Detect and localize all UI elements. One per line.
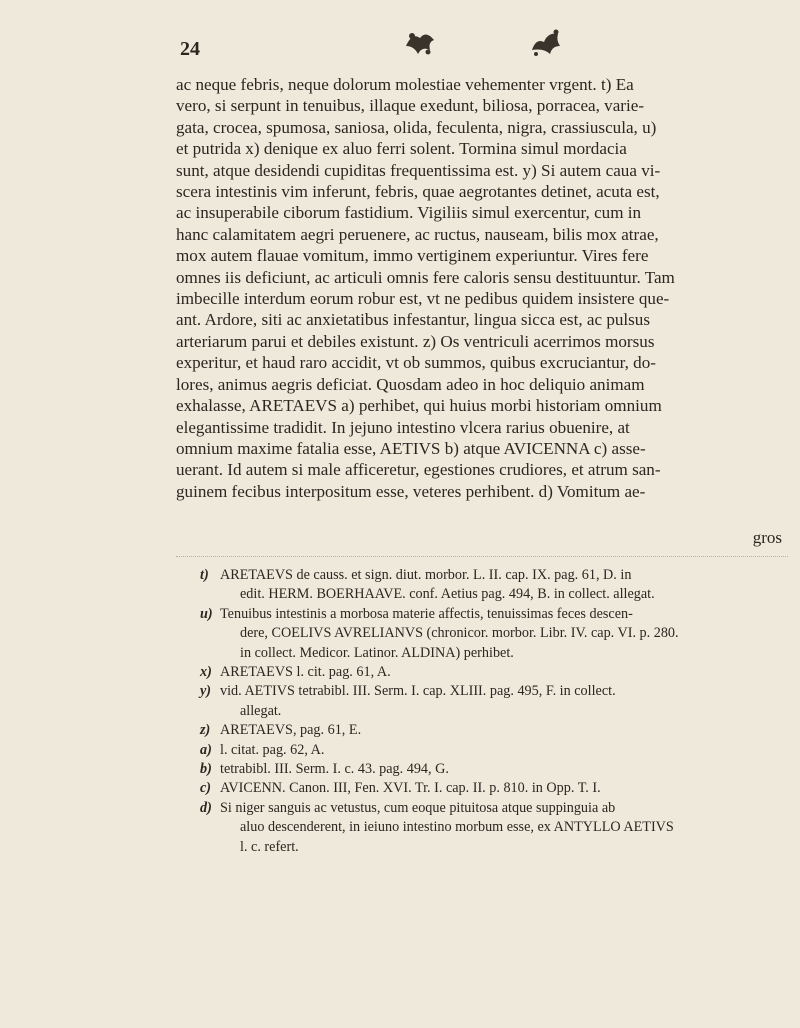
footnote-line: aluo descenderent, in ieiuno intestino morbum esse, ex ANTYLLO AETIVS [240, 819, 674, 836]
text-line: mox autem flauae vomitum, immo vertiginem experiuntur. Vires fere [176, 246, 649, 266]
page-number: 24 [180, 38, 200, 60]
footnote [200, 721, 785, 740]
footnote-mark: z) [200, 722, 211, 739]
text-line: elegantissime tradidit. In jejuno intestino vlcera rarius obuenire, at [176, 417, 630, 437]
footnote [200, 605, 785, 663]
text-line: experitur, et haud raro accidit, vt ob summos, quibus excruciantur, do- [176, 353, 656, 373]
footnote-mark: u) [200, 605, 213, 622]
text-line: arteriarum parui et debiles existunt. z) Os ventriculi acerrimos morsus [176, 331, 655, 351]
footnote-line: ARETAEVS, pag. 61, E. [220, 722, 362, 739]
text-line: hanc calamitatem aegri peruenere, ac ructus, nauseam, bilis mox atrae, [176, 224, 659, 244]
main-text [176, 74, 788, 502]
text-line: imbecille interdum eorum robur est, vt ne pedibus quidem insistere que- [176, 289, 670, 309]
footnotes [200, 566, 785, 857]
footnote-mark: a) [200, 741, 212, 758]
footnote [200, 663, 785, 682]
footnote-line: AVICENN. Canon. III, Fen. XVI. Tr. I. cap. II. p. 810. in Opp. T. I. [220, 780, 601, 797]
page-header [176, 26, 796, 66]
footnote [200, 566, 785, 605]
text-line: sunt, atque desidendi cupiditas frequentissima est. y) Si autem caua vi- [176, 160, 661, 180]
footnote-divider [176, 556, 788, 557]
footnote-line: in collect. Medicor. Latinor. ALDINA) perhibet. [240, 644, 514, 661]
footnote-line: vid. AETIVS tetrabibl. III. Serm. I. cap. XLIII. pag. 495, F. in collect. [220, 683, 616, 700]
footnote-mark: d) [200, 799, 212, 816]
text-line: et putrida x) denique ex aluo ferri solent. Tormina simul mordacia [176, 139, 627, 159]
footnote [200, 760, 785, 779]
footnote-line: l. citat. pag. 62, A. [220, 741, 325, 758]
footnote [200, 799, 785, 857]
footnote [200, 682, 785, 721]
footnote-line: dere, COELIVS AVRELIANVS (chronicor. morbor. Libr. IV. cap. VI. p. 280. [240, 625, 679, 642]
text-line: scera intestinis vim inferunt, febris, quae aegrotantes detinet, acuta est, [176, 182, 660, 202]
footnote-mark: y) [200, 683, 212, 700]
catchword: gros [752, 528, 782, 547]
footnote-line: Tenuibus intestinis a morbosa materie affectis, tenuissimas feces descen- [220, 605, 633, 622]
text-line: lores, animus aegris deficiat. Quosdam adeo in hoc deliquio animam [176, 374, 645, 394]
footnote-line: l. c. refert. [240, 838, 299, 855]
footnote-line: ARETAEVS l. cit. pag. 61, A. [220, 664, 391, 681]
text-line: omnium maxime fatalia esse, AETIVS b) atque AVICENNA c) asse- [176, 438, 646, 458]
printer-ornament-left-icon [402, 28, 438, 62]
footnote [200, 779, 785, 798]
footnote-line: Si niger sanguis ac vetustus, cum eoque pituitosa atque suppinguia ab [220, 799, 616, 816]
footnote-line: tetrabibl. III. Serm. I. c. 43. pag. 494, G. [220, 761, 449, 778]
footnote-mark: b) [200, 761, 212, 778]
footnote-line: allegat. [240, 702, 282, 719]
text-line: omnes iis deficiunt, ac articuli omnis fere caloris sensu destituuntur. Tam [176, 267, 675, 287]
text-line: gata, crocea, spumosa, saniosa, olida, feculenta, nigra, crassiuscula, u) [176, 117, 657, 137]
text-line: vero, si serpunt in tenuibus, illaque exedunt, biliosa, porracea, varie- [176, 96, 645, 116]
printer-ornament-right-icon [528, 28, 564, 62]
text-line: guinem fecibus interpositum esse, veteres perhibent. d) Vomitum ae- [176, 481, 646, 501]
footnote-line: ARETAEVS de causs. et sign. diut. morbor. L. II. cap. IX. pag. 61, D. in [220, 567, 632, 583]
text-line: exhalasse, ARETAEVS a) perhibet, qui huius morbi historiam omnium [176, 396, 662, 416]
footnote-line: edit. HERM. BOERHAAVE. conf. Aetius pag. 494, B. in collect. allegat. [240, 586, 655, 603]
text-line: ac neque febris, neque dolorum molestiae vehementer vrgent. t) Ea [176, 75, 634, 94]
footnote-mark: t) [200, 567, 209, 583]
text-line: ant. Ardore, siti ac anxietatibus infestantur, lingua sicca est, ac pulsus [176, 310, 651, 330]
text-line: ac insuperabile ciborum fastidium. Vigiliis simul exercentur, cum in [176, 203, 642, 223]
footnote-mark: x) [200, 664, 212, 681]
text-line: uerant. Id autem si male afficeretur, egestiones crudiores, et atrum san- [176, 460, 661, 480]
footnote-mark: c) [200, 780, 212, 797]
footnote [200, 741, 785, 760]
